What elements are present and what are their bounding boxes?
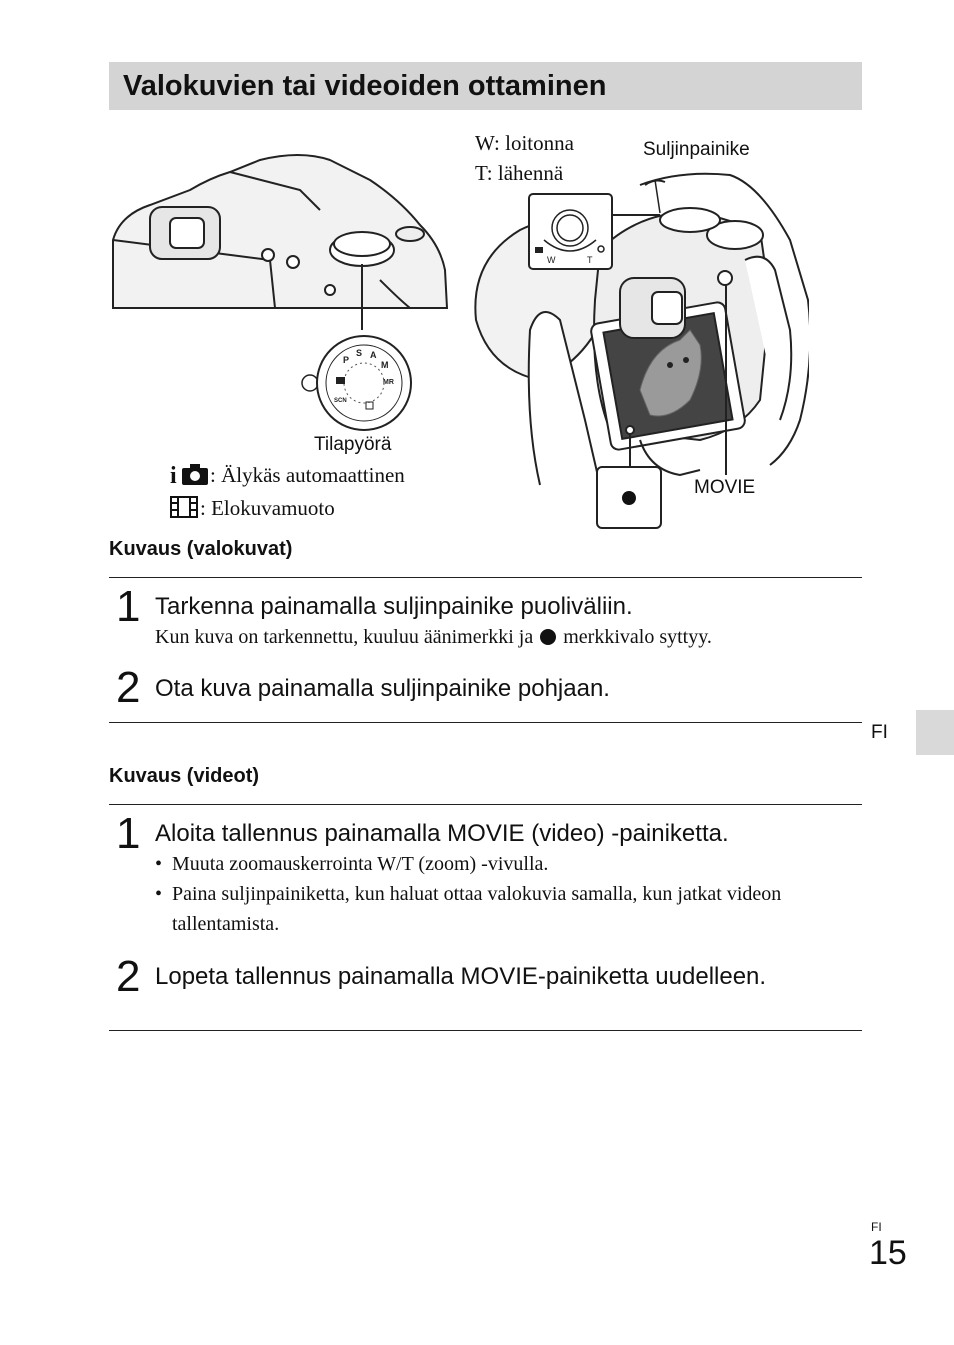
step-instruction: Tarkenna painamalla suljinpainike puoliväliin. xyxy=(155,593,633,620)
svg-text:M: M xyxy=(381,360,389,370)
svg-text:A: A xyxy=(370,350,377,360)
zoom-lever-inset xyxy=(529,194,612,269)
movie-mode-text: : Elokuvamuoto xyxy=(200,496,335,520)
page-title: Valokuvien tai videoiden ottaminen xyxy=(123,70,607,102)
section-divider xyxy=(109,577,862,578)
camera-right-drawing xyxy=(475,174,809,485)
intelligent-auto-legend xyxy=(170,462,405,492)
zoom-lever-t: T xyxy=(587,255,593,265)
step-number: 2 xyxy=(116,663,141,712)
movie-mode-icon xyxy=(170,495,200,525)
section-heading-photos: Kuvaus (valokuvat) xyxy=(109,538,293,560)
svg-text:S: S xyxy=(356,348,363,358)
step-instruction: Aloita tallennus painamalla MOVIE (video) -painiketta. xyxy=(155,820,729,847)
svg-text:SCN: SCN xyxy=(334,398,347,404)
step-instruction: Lopeta tallennus painamalla MOVIE-painiketta uudelleen. xyxy=(155,963,767,990)
bullet-item: • Paina suljinpainiketta, kun haluat ottaa valokuvia samalla, kun jatkat videon tallentamista. xyxy=(155,883,782,935)
svg-text:MR: MR xyxy=(383,379,394,386)
indicator-dot-icon xyxy=(540,629,556,645)
intelligent-auto-text: : Älykäs automaattinen xyxy=(210,463,405,487)
svg-text:P: P xyxy=(343,355,350,365)
movie-button-inset xyxy=(597,467,661,528)
section-divider xyxy=(109,804,862,805)
movie-mode-legend xyxy=(170,495,335,525)
page-number: 15 xyxy=(869,1234,907,1272)
step-note xyxy=(155,625,712,649)
mode-dial-drawing xyxy=(302,336,411,430)
section-heading-videos: Kuvaus (videot) xyxy=(109,765,260,787)
shutter-button-label: Suljinpainike xyxy=(643,139,750,160)
page-title-bar xyxy=(109,62,862,110)
step-instruction: Ota kuva painamalla suljinpainike pohjaan. xyxy=(155,675,610,702)
movie-button-label: MOVIE xyxy=(694,477,756,498)
footer-language: FI xyxy=(871,1220,882,1234)
side-language-label: FI xyxy=(871,722,888,743)
intelligent-auto-icon xyxy=(170,462,210,492)
side-tab-marker xyxy=(916,710,954,755)
section-divider xyxy=(109,1030,862,1031)
step-number: 1 xyxy=(116,809,141,858)
zoom-lever-w: W xyxy=(547,255,556,265)
zoom-t-label: T: lähennä xyxy=(475,161,564,185)
step-number: 2 xyxy=(116,952,141,1001)
zoom-w-label: W: loitonna xyxy=(475,131,574,155)
step-note-text-before: Kun kuva on tarkennettu, kuuluu äänimerkki ja xyxy=(155,626,534,648)
camera-left-drawing xyxy=(113,155,447,308)
bullet-item: • Muuta zoomauskerrointa W/T (zoom) -vivulla. xyxy=(155,853,549,875)
step-number: 1 xyxy=(116,582,141,631)
section-divider xyxy=(109,722,862,723)
svg-text:i: i xyxy=(170,463,177,486)
step-note-text-after: merkkivalo syttyy. xyxy=(563,626,712,648)
mode-dial-label: Tilapyörä xyxy=(314,434,392,455)
